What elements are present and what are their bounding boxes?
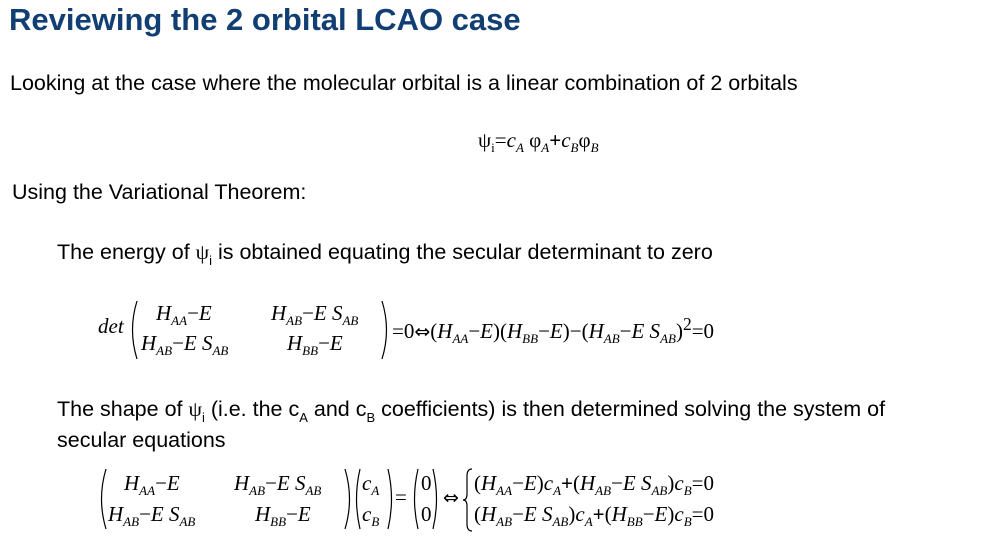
page-title: Reviewing the 2 orbital LCAO case [9,2,521,37]
variational-heading: Using the Variational Theorem: [12,180,307,204]
shape-sentence-line2: secular equations [57,428,226,452]
matrix-right-paren [380,300,392,360]
system-brace [462,468,474,532]
lcao-equation: $\psi_i=c_A$ $\varphi_A+c_B\varphi_B$ [478,128,599,155]
matrix-left-paren [127,300,139,360]
energy-sentence: The energy of $\psi_i$ is obtained equating the secular determinant to zero [57,240,713,268]
zero-vector-left-paren [410,468,420,530]
matrix-left-paren [96,468,108,530]
intro-text: Looking at the case where the molecular orbital is a linear combination of 2 orbitals [10,71,798,95]
shape-sentence: The shape of $\psi_i$ (i.e. the $c_A$ and $c_B$ coefficients) is then determined solving the system of [57,397,886,425]
zero-vector-right-paren [431,468,441,530]
vector-left-paren [352,468,362,530]
